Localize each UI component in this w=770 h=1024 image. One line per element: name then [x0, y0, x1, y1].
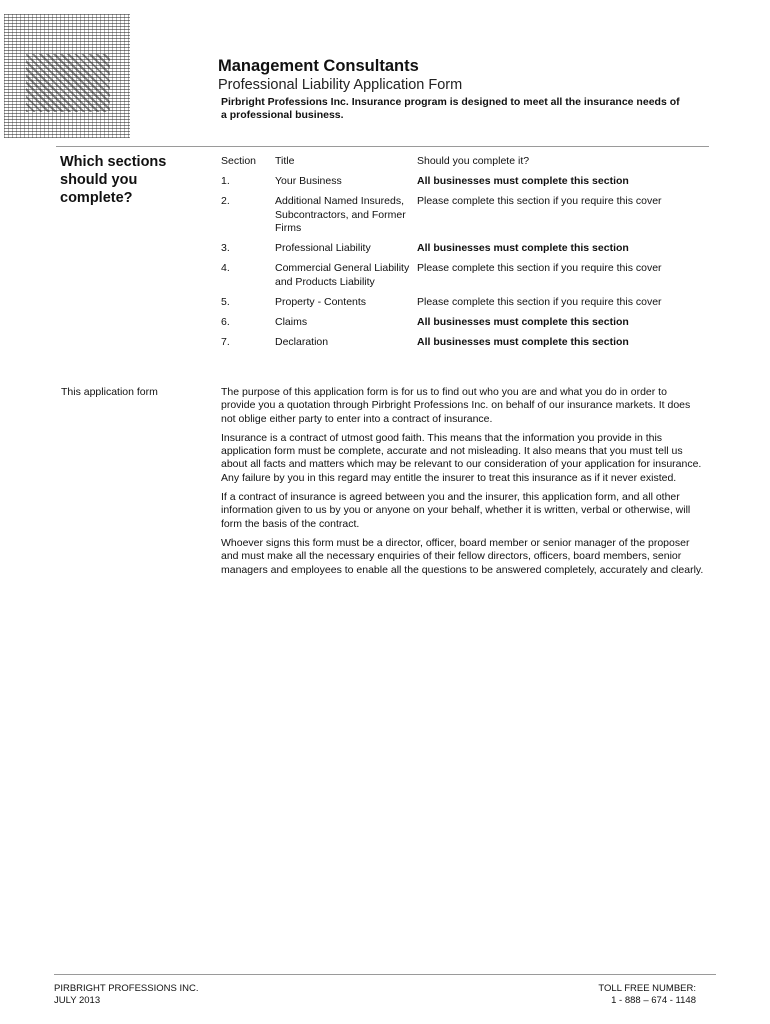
- footer-divider: [54, 974, 716, 975]
- section-number: 3.: [221, 242, 230, 254]
- section-requirement: All businesses must complete this section: [417, 175, 629, 187]
- section-requirement: All businesses must complete this section: [417, 335, 629, 348]
- table-row: [221, 242, 711, 256]
- company-logo: [4, 14, 130, 138]
- paragraph-purpose: The purpose of this application form is for us to find out who you are and what you do in order to provide you a quotation through Pirbright Professions Inc. on behalf of our insurance markets. It does not oblige either party to enter into a contract of insurance.: [221, 386, 691, 425]
- footer-company-name: PIRBRIGHT PROFESSIONS INC.: [54, 983, 199, 994]
- table-row: [221, 336, 711, 350]
- sections-table: [221, 155, 711, 356]
- section-title: Professional Liability: [275, 242, 371, 254]
- column-header-title: Title: [275, 155, 295, 167]
- section-title: Declaration: [275, 335, 329, 348]
- table-row: [221, 296, 711, 310]
- section-requirement: Please complete this section if you require this cover: [417, 295, 662, 308]
- section-title: Additional Named Insureds, Subcontractors, and Former Firms: [275, 195, 406, 234]
- toll-free-label: TOLL FREE NUMBER:: [598, 983, 696, 994]
- paragraph-good-faith: Insurance is a contract of utmost good faith. This means that the information you provide in this application form must be complete, accurate and not misleading. It also means that you must tell us about all facts and matters which may be relevant to our consideration of your application for insurance. Any failure by you in this regard may entitle the insurer to treat this insurance as if it never existed.: [221, 431, 702, 484]
- top-divider: [56, 146, 709, 147]
- footer-date: JULY 2013: [54, 995, 101, 1006]
- application-form-text: [221, 386, 704, 583]
- table-row: [221, 175, 711, 189]
- section-requirement: All businesses must complete this section: [417, 242, 629, 254]
- section-number: 7.: [221, 335, 230, 348]
- logo-emblem: [26, 54, 110, 112]
- document-title: Management Consultants: [218, 57, 419, 75]
- footer-contact: [598, 983, 696, 1007]
- footer-company: [54, 983, 198, 1007]
- toll-free-number: 1 - 888 – 674 - 1148: [611, 995, 696, 1006]
- section-number: 2.: [221, 195, 230, 207]
- section-number: 1.: [221, 175, 230, 187]
- sections-table-header: [221, 155, 711, 169]
- section-number: 5.: [221, 295, 230, 308]
- paragraph-contract-basis: If a contract of insurance is agreed between you and the insurer, this application form, and all other information given to us by you or anyone on your behalf, whether it is written, verbal or otherwise, will form the basis of the contract.: [221, 491, 691, 530]
- document-header: [218, 56, 718, 122]
- paragraph-signatory: Whoever signs this form must be a director, officer, board member or senior manager of the proposer and must make all the necessary enquiries of their fellow directors, officers, board members, senior managers and employees to enable all the questions to be answered completely, accurately and clearly.: [221, 536, 704, 576]
- section-title: Claims: [275, 315, 308, 328]
- column-header-section: Section: [221, 155, 257, 167]
- section-requirement: Please complete this section if you require this cover: [417, 262, 662, 274]
- sections-heading: Which sections should you complete?: [60, 154, 167, 206]
- section-requirement: All businesses must complete this section: [417, 315, 629, 328]
- section-title: Your Business: [275, 175, 342, 187]
- table-row: [221, 195, 711, 236]
- section-requirement: Please complete this section if you require this cover: [417, 195, 662, 207]
- column-header-complete: Should you complete it?: [417, 155, 530, 167]
- section-number: 4.: [221, 262, 230, 274]
- table-row: [221, 262, 711, 289]
- intro-text: Pirbright Professions Inc. Insurance program is designed to meet all the insurance needs of a professional business.: [221, 96, 680, 121]
- document-subtitle: Professional Liability Application Form: [218, 77, 463, 93]
- application-form-label: This application form: [61, 386, 158, 398]
- section-number: 6.: [221, 315, 230, 328]
- section-title: Commercial General Liability and Products Liability: [275, 262, 410, 288]
- table-row: [221, 316, 711, 330]
- section-title: Property - Contents: [275, 295, 367, 308]
